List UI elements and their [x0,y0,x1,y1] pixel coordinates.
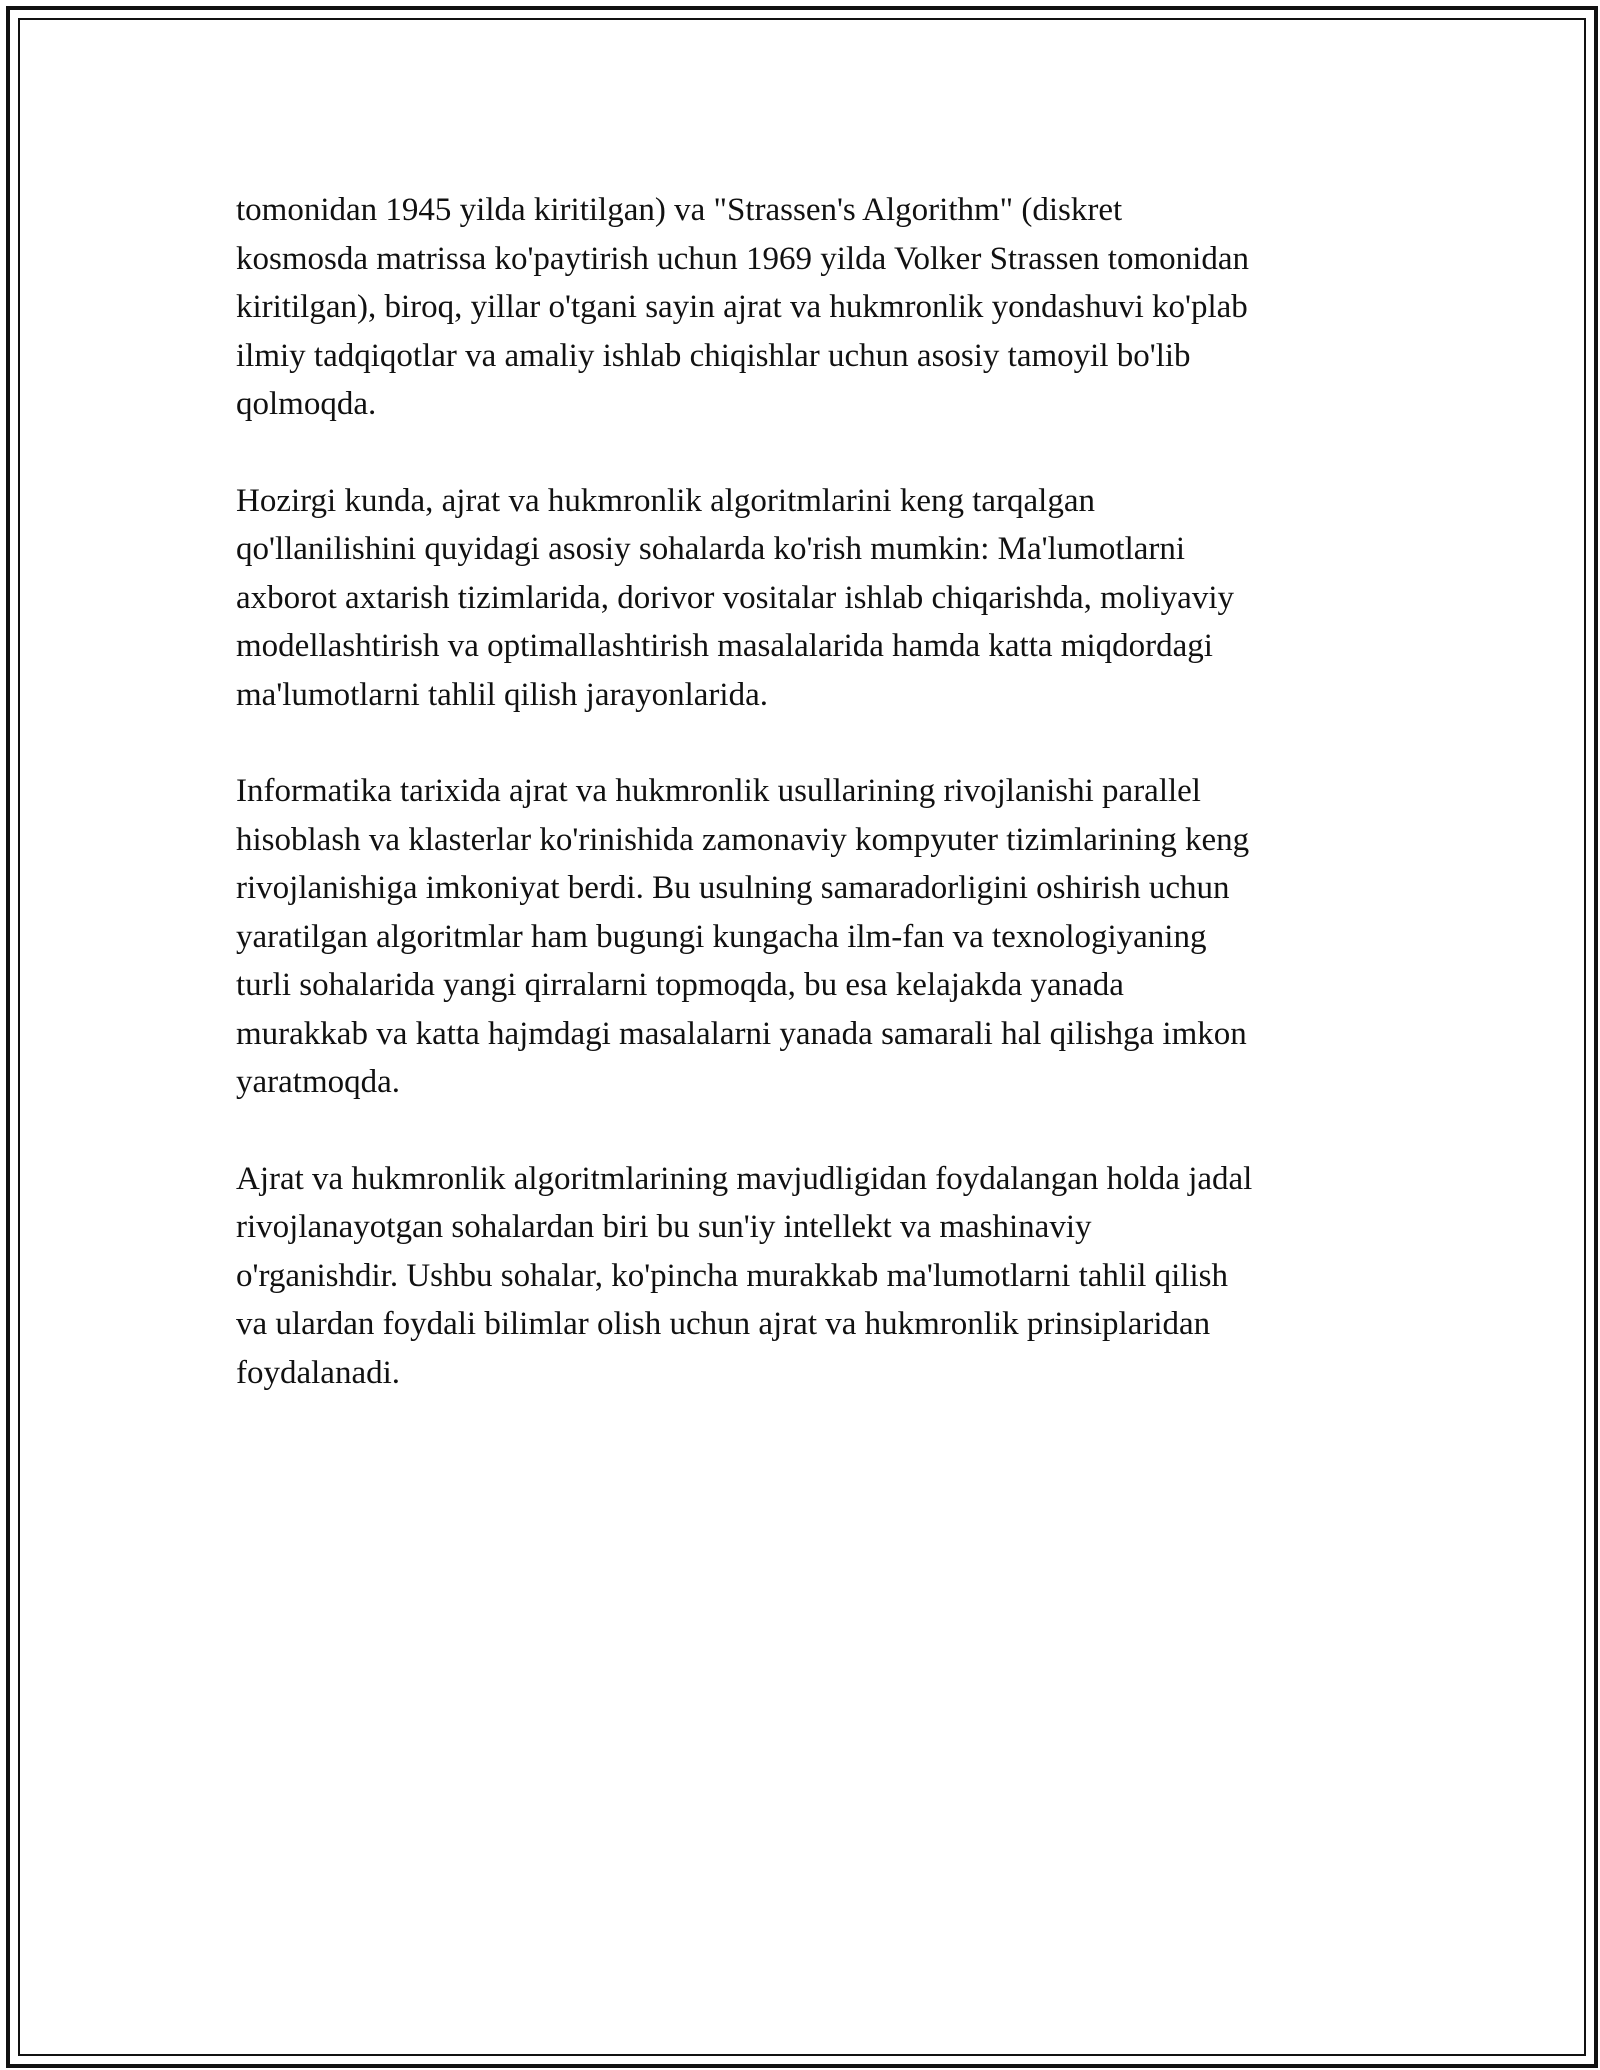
paragraph-1: tomonidan 1945 yilda kiritilgan) va "Strassen's Algorithm" (diskret kosmosda matrissa ko'paytirish uchun 1969 yilda Volker Strassen tomonidan kiritilgan), biroq, yillar o'tgani sayin ajrat va hukmronlik yondashuvi ko'plab ilmiy tadqiqotlar va amaliy ishlab chiqishlar uchun asosiy tamoyil bo'lib qolmoqda. [236,192,1249,422]
paragraph-3: Informatika tarixida ajrat va hukmronlik usullarining rivojlanishi parallel hisoblash va klasterlar ko'rinishida zamonaviy kompyuter tizimlarining keng rivojlanishiga imkoniyat berdi. Bu usulning samaradorligini oshirish uchun yaratilgan algoritmlar ham bugungi kungacha ilm-fan va texnologiyaning turli sohalarida yangi qirralarni topmoqda, bu esa kelajakda yanada murakkab va katta hajmdagi masalalarni yanada samarali hal qilishga imkon yaratmoqda. [236,773,1250,1100]
paragraph-2: Hozirgi kunda, ajrat va hukmronlik algoritmlarini keng tarqalgan qo'llanilishini quyidagi asosiy sohalarda ko'rish mumkin: Ma'lumotlarni axborot axtarish tizimlarida, dorivor vositalar ishlab chiqarishda, moliyaviy modellashtirish va optimallashtirish masalalarida hamda katta miqdordagi ma'lumotlarni tahlil qilish jarayonlarida. [236,482,1234,713]
paragraph-4: Ajrat va hukmronlik algoritmlarining mavjudligidan foydalangan holda jadal rivojlanayotgan sohalardan biri bu sun'iy intellekt va mashinaviy o'rganishdir. Ushbu sohalar, ko'pincha murakkab ma'lumotlarni tahlil qilish va ulardan foydali bilimlar olish uchun ajrat va hukmronlik prinsiplaridan foydalanadi. [236,1160,1253,1391]
document-body [236,186,1376,1445]
